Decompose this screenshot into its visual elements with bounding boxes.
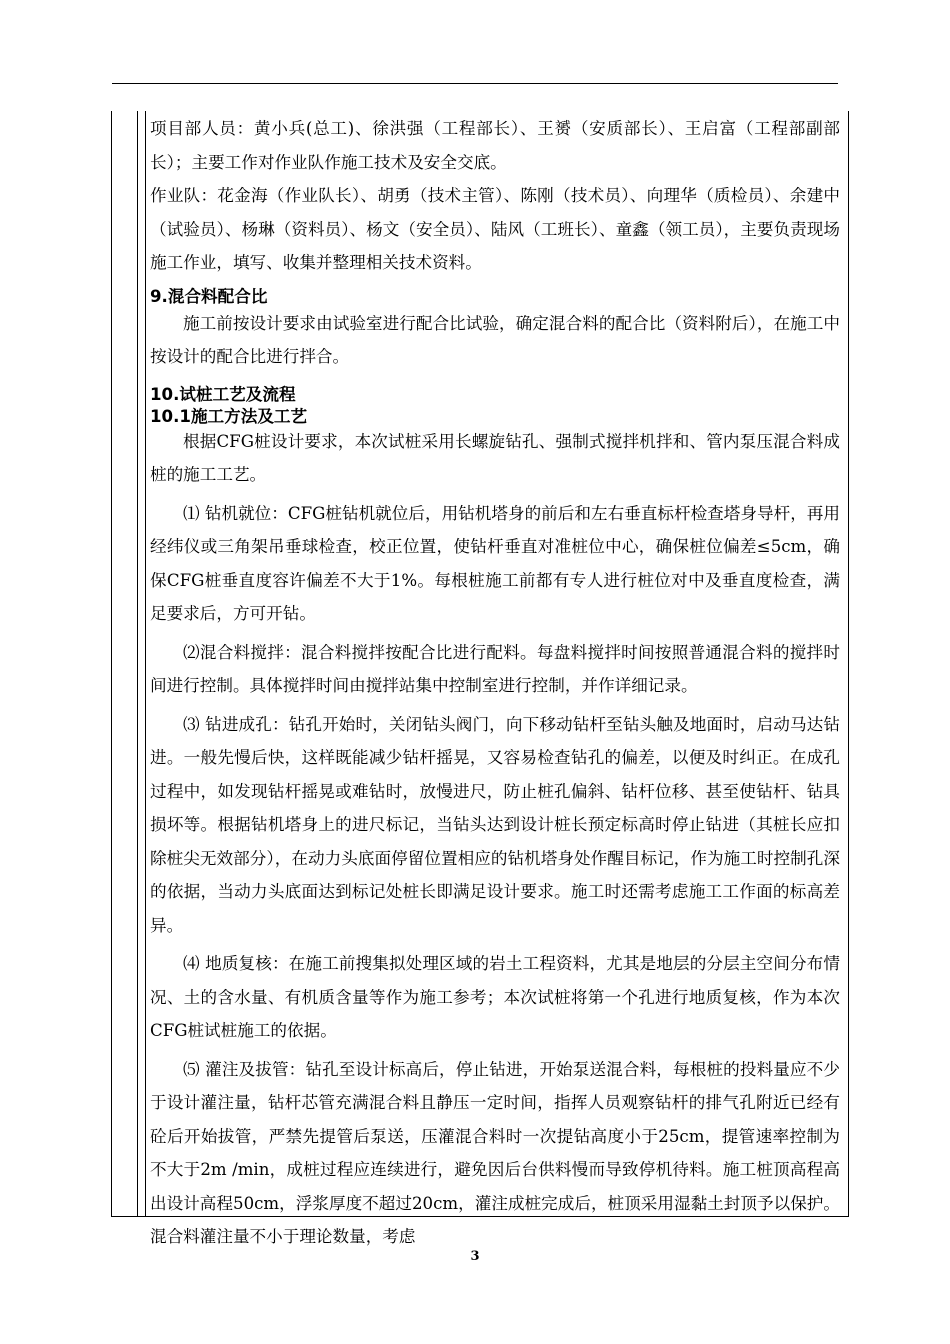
section-heading-10-1: 10.1施工方法及工艺 xyxy=(150,406,308,426)
paragraph-construction-method: 根据CFG桩设计要求，本次试桩采用长螺旋钻孔、强制式搅拌机拌和、管内泵压混合料成桩的施工工艺。 xyxy=(150,431,840,484)
paragraph-step-2: ⑵混合料搅拌：混合料搅拌按配合比进行配料。每盘料搅拌时间按照普通混合料的搅拌时间进行控制。具体搅拌时间由搅拌站集中控制室进行控制，并作详细记录。 xyxy=(150,642,840,695)
paragraph-team-staff: 作业队：花金海（作业队长）、胡勇（技术主管）、陈刚（技术员）、向理华（质检员）、余建中（试验员）、杨琳（资料员）、杨文（安全员）、陆风（工班长）、童鑫（领工员），主要负责现场施工作业，填写、收集并整理相关技术资料。 xyxy=(150,186,840,272)
paragraph-step-5: ⑸ 灌注及拔管：钻孔至设计标高后，停止钻进，开始泵送混合料，每根桩的投料量应不少于设计灌注量，钻杆芯管充满混合料且静压一定时间，指挥人员观察钻杆的排气孔附近已经有砼后开始拔管，严禁先提管后泵送，压灌混合料时一次提钻高度小于25cm，提管速率控制为不大于2m /min，成桩过程应连续进行，避免因后台供料慢而导致停机待料。施工桩顶高程高出设计高程50cm，浮浆厚度不超过20cm，灌注成桩完成后，桩顶采用湿黏土封顶予以保护。混合料灌注量不小于理论数量，考虑 xyxy=(150,1059,840,1246)
paragraph-step-3: ⑶ 钻进成孔：钻孔开始时，关闭钻头阀门，向下移动钻杆至钻头触及地面时，启动马达钻进。一般先慢后快，这样既能减少钻杆摇晃，又容易检查钻孔的偏差，以便及时纠正。在成孔过程中，如发现钻杆摇晃或难钻时，放慢进尺，防止桩孔偏斜、钻杆位移、甚至使钻杆、钻具损坏等。根据钻机塔身上的进尺标记，当钻头达到设计桩长预定标高时停止钻进（其桩长应扣除桩尖无效部分），在动力头底面停留位置相应的钻机塔身处作醒目标记，作为施工时控制孔深的依据，当动力头底面达到标记处桩长即满足设计要求。施工时还需考虑施工工作面的标高差异。 xyxy=(150,714,840,935)
paragraph-step-4: ⑷ 地质复核：在施工前搜集拟处理区域的岩土工程资料，尤其是地层的分层主空间分布情况、土的含水量、有机质含量等作为施工参考；本次试桩将第一个孔进行地质复核，作为本次CFG桩试桩施工的依据。 xyxy=(150,954,840,1040)
section-heading-10: 10.试桩工艺及流程 xyxy=(150,384,296,404)
paragraph-step-1: ⑴ 钻机就位：CFG桩钻机就位后，用钻机塔身的前后和左右垂直标杆检查塔身导杆，再用经纬仪或三角架吊垂球检查，校正位置，使钻杆垂直对准桩位中心，确保桩位偏差≤5cm，确保CFG桩垂直度容许偏差不大于1%。每根桩施工前都有专人进行桩位对中及垂直度检查，满足要求后，方可开钻。 xyxy=(150,503,840,623)
section-heading-9: 9.混合料配合比 xyxy=(150,286,268,306)
page-number: 3 xyxy=(470,1249,480,1264)
table-column-rule xyxy=(137,111,138,1216)
document-body xyxy=(150,112,840,1254)
table-column-rule xyxy=(145,111,146,1216)
paragraph-project-staff: 项目部人员：黄小兵(总工)、徐洪强（工程部长）、王赟（安质部长）、王启富（工程部副部长）；主要工作对作业队作施工技术及安全交底。 xyxy=(150,119,840,172)
header-rule xyxy=(112,83,838,84)
paragraph-mix-ratio: 施工前按设计要求由试验室进行配合比试验，确定混合料的配合比（资料附后），在施工中按设计的配合比进行拌合。 xyxy=(150,313,840,366)
